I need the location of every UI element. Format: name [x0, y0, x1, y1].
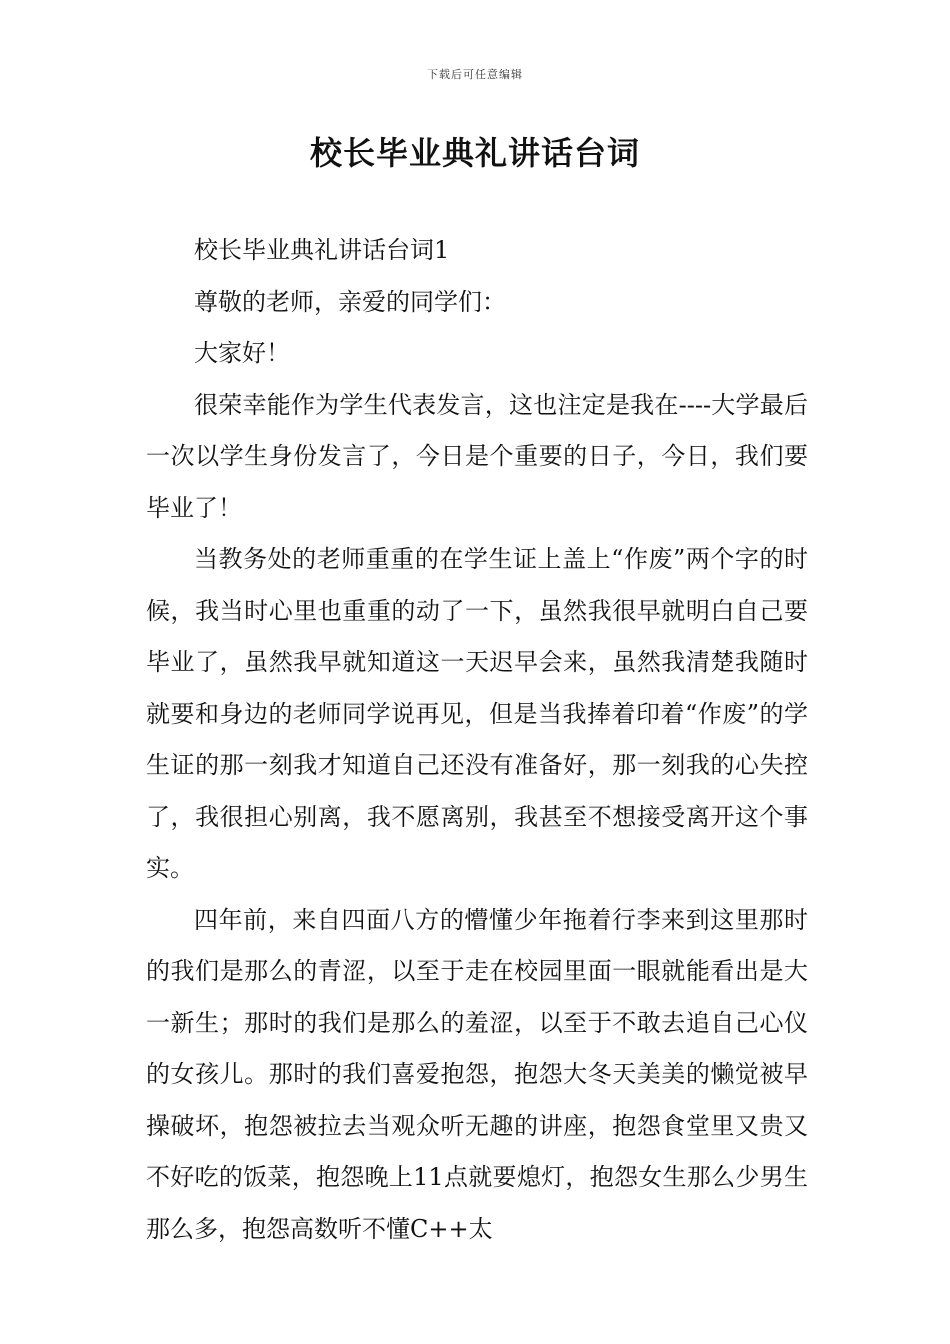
paragraph-salutation: 尊敬的老师，亲爱的同学们： — [194, 287, 506, 316]
paragraph: 很荣幸能作为学生代表发言，这也注定是我在----大学最后一次以学生身份发言了，今日是个重要的日子，今日，我们要毕业了！ — [146, 390, 808, 522]
document-title: 校长毕业典礼讲话台词 — [309, 134, 640, 172]
paragraph-greeting: 大家好！ — [194, 339, 290, 367]
paragraph: 当教务处的老师重重的在学生证上盖上“作废”两个字的时候，我当时心里也重重的动了一下，虽然我很早就明白自己要毕业了，虽然我早就知道这一天迟早会来，虽然我清楚我随时就要和身边的老师同学说再见，但是当我捧着印着“作废”的学生证的那一刻我才知道自己还没有准备好，那一刻我的心失控了，我很担心别离，我不愿离别，我甚至不想接受离开这个事实。 — [146, 545, 808, 882]
document-body — [146, 225, 808, 1255]
paragraph: 四年前，来自四面八方的懵懂少年拖着行李来到这里那时的我们是那么的青涩，以至于走在校园里面一眼就能看出是大一新生；那时的我们是那么的羞涩，以至于不敢去追自己心仪的女孩儿。那时的我们喜爱抱怨，抱怨大冬天美美的懒觉被早操破坏，抱怨被拉去当观众听无趣的讲座，抱怨食堂里又贵又不好吃的饭菜，抱怨晚上11点就要熄灯，抱怨女生那么少男生那么多，抱怨高数听不懂C++太 — [146, 905, 808, 1243]
paragraph-heading: 校长毕业典礼讲话台词1 — [194, 236, 450, 264]
header-note: 下载后可任意编辑 — [427, 68, 523, 81]
